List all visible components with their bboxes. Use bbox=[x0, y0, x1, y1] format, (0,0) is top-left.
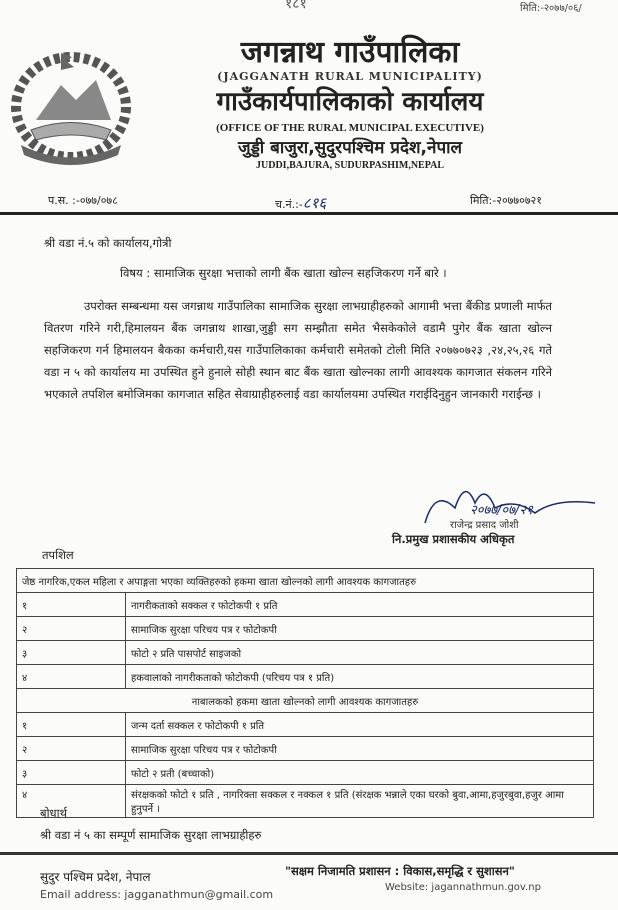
row-text: फोटो २ प्रती (बच्चाको) bbox=[126, 761, 594, 785]
table-row bbox=[17, 593, 594, 617]
row-text: संरक्षकको फोटो १ प्रति , नागरिक्ता सक्कल र नक्कल १ प्रति (संरक्षक भन्नाले एका घरको बुवा,आमा,हजुरबुवा,हजुर आमा हुनुपर्ने । bbox=[126, 785, 594, 818]
subject: विषय : सामाजिक सुरक्षा भत्ताको लागी बैंक खाता खोल्न सहजिकरण गर्ने बारे । bbox=[120, 266, 447, 280]
chalani-handwritten: ८१६ bbox=[302, 194, 327, 212]
table-section-header bbox=[17, 569, 594, 593]
stamp-date: मिति:-२०७७/०६/ bbox=[520, 3, 582, 14]
office-title: गाउँकार्यपालिकाको कार्यालय bbox=[216, 87, 484, 117]
footer-province: सुदुर पश्चिम प्रदेश, नेपाल bbox=[40, 870, 151, 884]
signature-date: २०७७/०७/२१ bbox=[470, 503, 533, 518]
row-text: फोटो २ प्रति पासपोर्ट साइजको bbox=[126, 641, 594, 665]
footer-slogan: "सक्षम निजामति प्रशासन : विकास,समृद्धि र सुशासन" bbox=[285, 864, 515, 878]
letter-body: उपरोक्त सम्बन्धमा यस जगन्नाथ गाउँपालिका सामाजिक सुरक्षा लाभग्राहीहरुको आगामी भत्ता बैंकीड प्रणाली मार्फत वितरण गरिने गरी,हिमालयन बैंक जगन्नाथ शाखा,जुड्डी सग सम्झौता समेत भैसकेकोले वडामै पुगेर बैंक खाता खोल्न सहजिकरण गर्न हिमालयन बैकका कर्मचारी,यस गाउँपालिकाका कर्मचारी समेतको टोली मिति २०७७०७२३ ,२४,२५,२६ गते वडा न ५ को कार्यालय मा उपस्थित हुने हुनाले सोही स्थान बाट बैंक खाता खोल्नका लागी आवश्यक कागजात संकलन गरिने भएकाले तपशिल बमोजिमका कागजात सहित सेवाग्राहीहरुलाई वडा कार्यालयमा उपस्थित गराईदिनुहुन जानकारी गराईन्छ । bbox=[44, 299, 552, 401]
patra-sankhya: प.स. :-०७७/०७८ bbox=[48, 194, 118, 207]
footer-divider bbox=[0, 852, 618, 855]
letter-date: मिति:-२०७७०७२१ bbox=[470, 194, 542, 207]
section2-title: नाबालकको हकमा खाता खोल्नको लागी आवश्यक कागजातहरु bbox=[17, 689, 594, 713]
signer-name: राजेन्द्र प्रसाद जोशी bbox=[450, 520, 519, 531]
municipality-title: जगन्नाथ गाउँपालिका bbox=[240, 35, 460, 70]
row-text: हकवालाको नागरीकताको फोटोकपी (परिचय पत्र १ प्रति) bbox=[126, 665, 594, 689]
row-number: ४ bbox=[17, 785, 126, 818]
table-row bbox=[17, 713, 594, 737]
documents-table bbox=[16, 568, 594, 818]
address-en: JUDDI,BAJURA, SUDURPASHIM,NEPAL bbox=[256, 160, 444, 171]
address: जुड्डी बाजुरा,सुदुरपश्चिम प्रदेश,नेपाल bbox=[237, 138, 463, 158]
table-row bbox=[17, 785, 594, 818]
section1-title: जेष्ठ नागरिक,एकल महिला र अपाङ्गता भएका व्यक्तिहरुको हकमा खाता खोल्नको लागी आवश्यक कागजातहरु bbox=[17, 569, 594, 593]
nepal-emblem-logo bbox=[6, 45, 136, 165]
footer-email: Email address: jagganathmun@gmail.com bbox=[40, 888, 274, 901]
chalani-label: च.नं.:- bbox=[275, 198, 303, 211]
cc-recipient: श्री वडा नं ५ का सम्पूर्ण सामाजिक सुरक्षा लाभग्राहीहरु bbox=[40, 828, 262, 842]
row-number: २ bbox=[17, 617, 126, 641]
table-row bbox=[17, 617, 594, 641]
header-divider bbox=[0, 212, 618, 215]
row-number: १ bbox=[17, 593, 126, 617]
row-number: ३ bbox=[17, 761, 126, 785]
row-text: जन्म दर्ता सक्कल र फोटोकपी १ प्रति bbox=[126, 713, 594, 737]
office-title-en: (OFFICE OF THE RURAL MUNICIPAL EXECUTIVE) bbox=[216, 122, 484, 134]
footer-website: Website: jagannathmun.gov.np bbox=[385, 882, 541, 893]
recipient: श्री वडा नं.५ को कार्यालय,गोत्री bbox=[44, 236, 172, 250]
row-number: ३ bbox=[17, 641, 126, 665]
table-row bbox=[17, 641, 594, 665]
table-row bbox=[17, 665, 594, 689]
row-text: नागरीकताको सक्कल र फोटोकपी १ प्रति bbox=[126, 593, 594, 617]
details-heading: तपशिल bbox=[42, 548, 74, 562]
row-number: २ bbox=[17, 737, 126, 761]
row-number: १ bbox=[17, 713, 126, 737]
row-text: सामाजिक सुरक्षा परिचय पत्र र फोटोकपी bbox=[126, 617, 594, 641]
municipality-title-en: (JAGGANATH RURAL MUNICIPALITY) bbox=[217, 70, 483, 83]
page-number: १८१ bbox=[285, 0, 307, 12]
row-number: ४ bbox=[17, 665, 126, 689]
cc-label: बोधार्थ bbox=[40, 806, 67, 820]
table-row bbox=[17, 737, 594, 761]
table-section-header bbox=[17, 689, 594, 713]
table-row bbox=[17, 761, 594, 785]
signer-title: नि.प्रमुख प्रशासकीय अधिकृत bbox=[392, 532, 515, 546]
chalani-number bbox=[275, 193, 326, 213]
row-text: सामाजिक सुरक्षा परिचय पत्र र फोटोकपी bbox=[126, 737, 594, 761]
